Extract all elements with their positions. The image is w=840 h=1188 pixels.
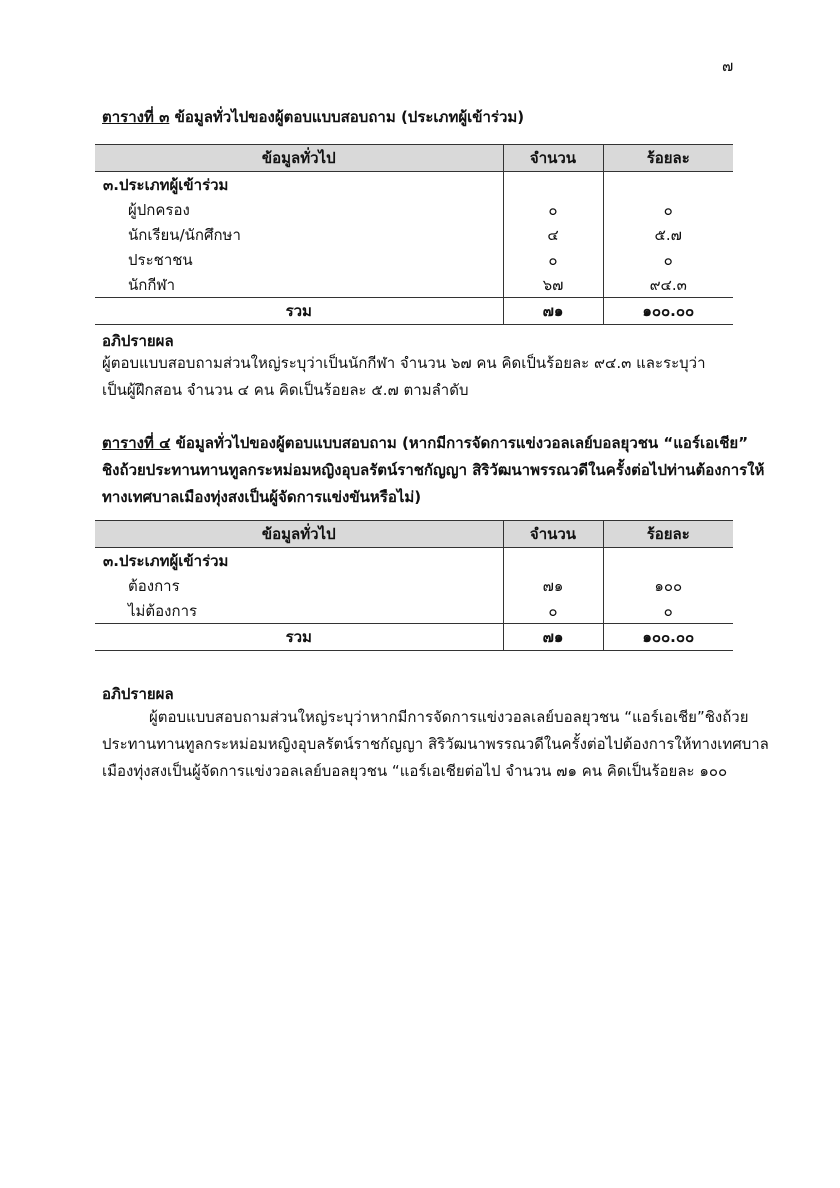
row-count: ๐ (503, 598, 603, 624)
row-label: ต้องการ (128, 576, 180, 595)
table3-category-row (95, 172, 733, 198)
category-label: ๓.ประเภทผู้เข้าร่วม (103, 175, 229, 194)
total-label: รวม (95, 624, 503, 651)
table4-caption-label: ตารางที่ ๔ (102, 434, 171, 452)
row-count: ๗๑ (503, 573, 603, 598)
table3-caption-text: ข้อมูลทั่วไปของผู้ตอบแบบสอบถาม (ประเภทผู้เข้าร่วม) (169, 108, 525, 126)
table4-caption-line: ชิงถ้วยประทานทานทูลกระหม่อมหญิงอุบลรัตน์ราชกัญญา สิริวัฒนาพรรณวดีในครั้งต่อไปท่านต้องการให้ (102, 461, 765, 479)
discussion1-heading: อภิปรายผล (102, 332, 174, 350)
category-label: ๓.ประเภทผู้เข้าร่วม (103, 551, 229, 570)
total-count: ๗๑ (503, 298, 603, 325)
row-percent: ๙๔.๓ (603, 272, 733, 298)
row-percent: ๐ (603, 247, 733, 272)
paragraph-line: ผู้ตอบแบบสอบถามส่วนใหญ่ระบุว่าหากมีการจัดการแข่งวอลเลย์บอลยุวชน “แอร์เอเชีย”ชิงถ้วย (149, 708, 749, 726)
table4-caption-line: ทางเทศบาลเมืองทุ่งสงเป็นผู้จัดการแข่งขันหรือไม่) (102, 488, 422, 506)
column-header-info: ข้อมูลทั่วไป (95, 145, 503, 172)
row-label: นักเรียน/นักศึกษา (128, 225, 241, 244)
table-row (95, 197, 733, 222)
row-label: ผู้ปกครอง (128, 200, 190, 219)
row-percent: ๐ (603, 598, 733, 624)
column-header-count: จำนวน (503, 521, 603, 548)
row-percent: ๕.๗ (603, 222, 733, 247)
table4-header-row (95, 521, 733, 548)
discussion1-paragraph (102, 350, 738, 404)
table3-caption-label: ตารางที่ ๓ (102, 108, 170, 126)
column-header-percent: ร้อยละ (603, 521, 733, 548)
total-percent: ๑๐๐.๐๐ (603, 624, 733, 651)
table-row (95, 573, 733, 598)
row-count: ๐ (503, 247, 603, 272)
column-header-count: จำนวน (503, 145, 603, 172)
table4-caption-line: ข้อมูลทั่วไปของผู้ตอบแบบสอบถาม (หากมีการจัดการแข่งวอลเลย์บอลยุวชน “แอร์เอเชีย” (170, 434, 749, 452)
table3-caption (102, 104, 524, 131)
table3-total-row (95, 298, 733, 325)
discussion2-paragraph (102, 704, 769, 785)
row-count: ๔ (503, 222, 603, 247)
row-percent: ๐ (603, 197, 733, 222)
table-row (95, 247, 733, 272)
table-row (95, 272, 733, 298)
total-label: รวม (95, 298, 503, 325)
row-percent: ๑๐๐ (603, 573, 733, 598)
total-percent: ๑๐๐.๐๐ (603, 298, 733, 325)
page-number: ๗ (722, 57, 734, 75)
discussion2-heading: อภิปรายผล (102, 685, 174, 703)
paragraph-line: ผู้ตอบแบบสอบถามส่วนใหญ่ระบุว่าเป็นนักกีฬา จำนวน ๖๗ คน คิดเป็นร้อยละ ๙๔.๓ และระบุว่า (102, 354, 706, 372)
paragraph-line: ประทานทานทูลกระหม่อมหญิงอุบลรัตน์ราชกัญญา สิริวัฒนาพรรณวดีในครั้งต่อไปต้องการให้ทางเทศบาล (102, 735, 769, 753)
paragraph-line: เมืองทุ่งสงเป็นผู้จัดการแข่งวอลเลย์บอลยุวชน “แอร์เอเชียต่อไป จำนวน ๗๑ คน คิดเป็นร้อยละ ๑๐๐ (102, 762, 728, 780)
row-label: นักกีฬา (128, 275, 176, 294)
table4-total-row (95, 624, 733, 651)
row-label: ประชาชน (128, 250, 193, 269)
column-header-info: ข้อมูลทั่วไป (95, 521, 503, 548)
table-row (95, 598, 733, 624)
table4-caption (102, 430, 764, 511)
paragraph-line: เป็นผู้ฝึกสอน จำนวน ๔ คน คิดเป็นร้อยละ ๕.๗ ตามลำดับ (102, 381, 469, 399)
row-count: ๖๗ (503, 272, 603, 298)
table3 (95, 144, 733, 325)
table3-header-row (95, 145, 733, 172)
column-header-percent: ร้อยละ (603, 145, 733, 172)
row-count: ๐ (503, 197, 603, 222)
row-label: ไม่ต้องการ (128, 601, 198, 620)
table4 (95, 520, 733, 651)
table-row (95, 222, 733, 247)
total-count: ๗๑ (503, 624, 603, 651)
table4-category-row (95, 548, 733, 574)
